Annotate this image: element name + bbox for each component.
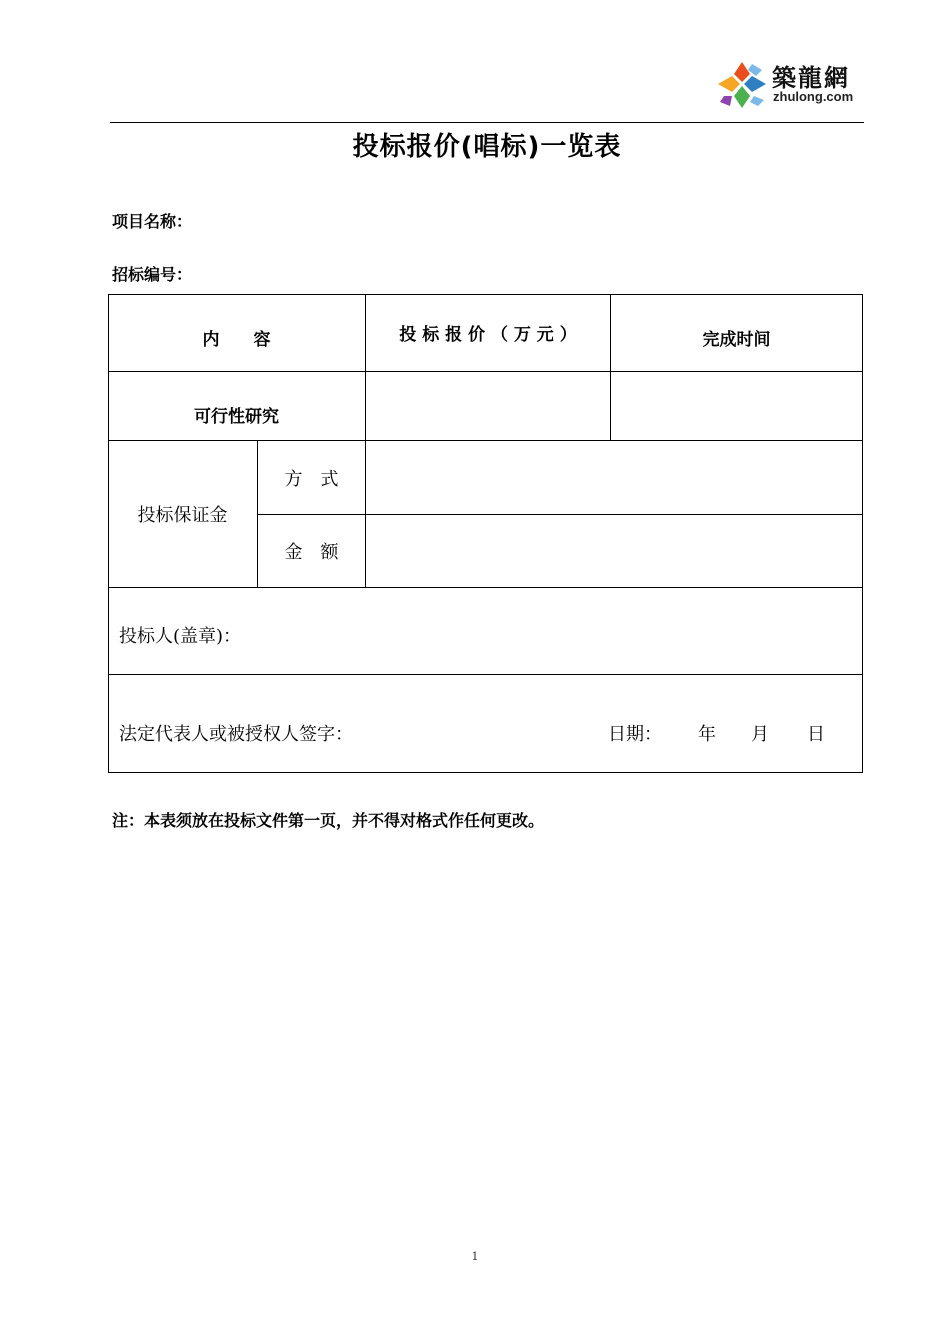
project-name-label: 项目名称： [112, 212, 193, 231]
bid-bond-amount-cell[interactable] [366, 515, 862, 587]
date-label: 日期： [608, 723, 662, 745]
document-title: 投标报价(唱标)一览表 [352, 132, 622, 162]
bidder-seal-label: 投标人(盖章)： [119, 626, 242, 647]
bid-bond-method-cell[interactable] [366, 441, 862, 514]
format-note: 注：本表须放在投标文件第一页，并不得对格式作任何更改。 [112, 811, 545, 830]
year-label: 年 [698, 723, 716, 745]
feasibility-price-cell[interactable] [366, 372, 610, 440]
zhulong-logo-icon [716, 60, 768, 110]
header-bid-price: 投 标 报 价 （ 万 元 ） [399, 325, 577, 345]
header-content: 内 容 [202, 329, 271, 350]
table-border-right [862, 294, 863, 773]
header-completion-time: 完成时间 [702, 329, 771, 350]
day-label: 日 [807, 723, 825, 745]
page-number: 1 [471, 1250, 479, 1263]
zhulong-logo [716, 58, 866, 110]
feasibility-study-label: 可行性研究 [194, 407, 279, 427]
signature-label: 法定代表人或被授权人签字： [119, 723, 353, 745]
logo-domain: zhulong.com [773, 89, 854, 104]
bid-number-label: 招标编号： [112, 265, 193, 284]
bid-bond-label: 投标保证金 [137, 505, 228, 526]
header-rule [110, 122, 864, 123]
bid-bond-amount-label: 金 额 [284, 542, 339, 563]
feasibility-time-cell[interactable] [611, 372, 862, 440]
logo-chinese-name: 築龍網 [772, 63, 850, 92]
bid-quote-table [108, 294, 863, 773]
month-label: 月 [751, 723, 769, 745]
bid-bond-method-label: 方 式 [284, 468, 339, 490]
